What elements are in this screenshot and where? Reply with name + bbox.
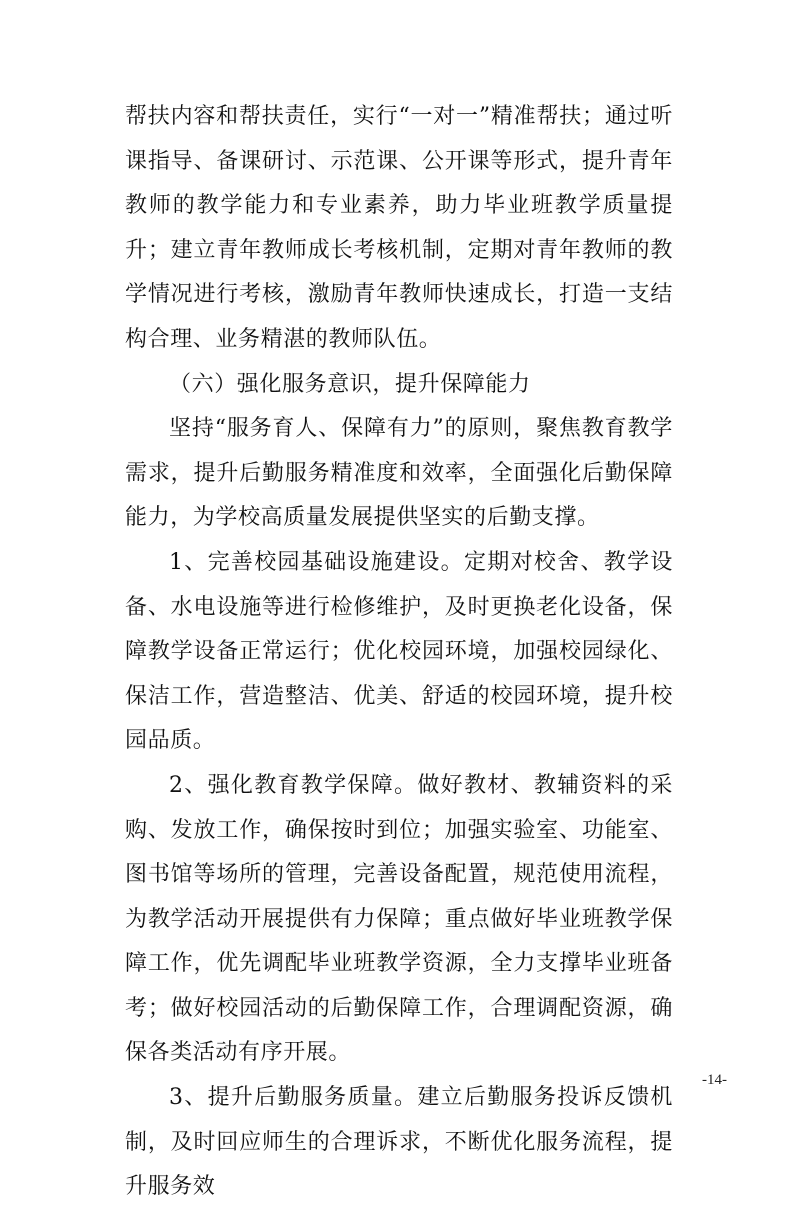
paragraph-item-1: 1、完善校园基础设施建设。定期对校舍、教学设备、水电设施等进行检修维护，及时更换老化设备，保障教学设备正常运行；优化校园环境，加强校园绿化、保洁工作，营造整洁、优美、舒适的校园环境，提升校园品质。 [125,549,673,754]
section-heading: （六）强化服务意识，提升保障能力 [169,371,531,397]
paragraph-item-3: 3、提升后勤服务质量。建立后勤服务投诉反馈机制，及时回应师生的合理诉求，不断优化服务流程，提升服务效 [125,1085,673,1200]
paragraph-intro: 坚持“服务育人、保障有力”的原则，聚焦教育教学需求，提升后勤服务精准度和效率，全面强化后勤保障能力，为学校高质量发展提供坚实的后勤支撑。 [125,416,673,531]
page-number: -14- [702,1072,727,1088]
paragraph-item-2: 2、强化教育教学保障。做好教材、教辅资料的采购、发放工作，确保按时到位；加强实验室、功能室、图书馆等场所的管理，完善设备配置，规范使用流程，为教学活动开展提供有力保障；重点做好毕业班教学保障工作，优先调配毕业班教学资源，全力支撑毕业班备考；做好校园活动的后勤保障工作，合理调配资源，确保各类活动有序开展。 [125,772,673,1066]
paragraph-continued: 帮扶内容和帮扶责任，实行“一对一”精准帮扶；通过听课指导、备课研讨、示范课、公开课等形式，提升青年教师的教学能力和专业素养，助力毕业班教学质量提升；建立青年教师成长考核机制，定期对青年教师的教学情况进行考核，激励青年教师快速成长，打造一支结构合理、业务精湛的教师队伍。 [125,104,673,352]
document-body [125,95,673,1210]
